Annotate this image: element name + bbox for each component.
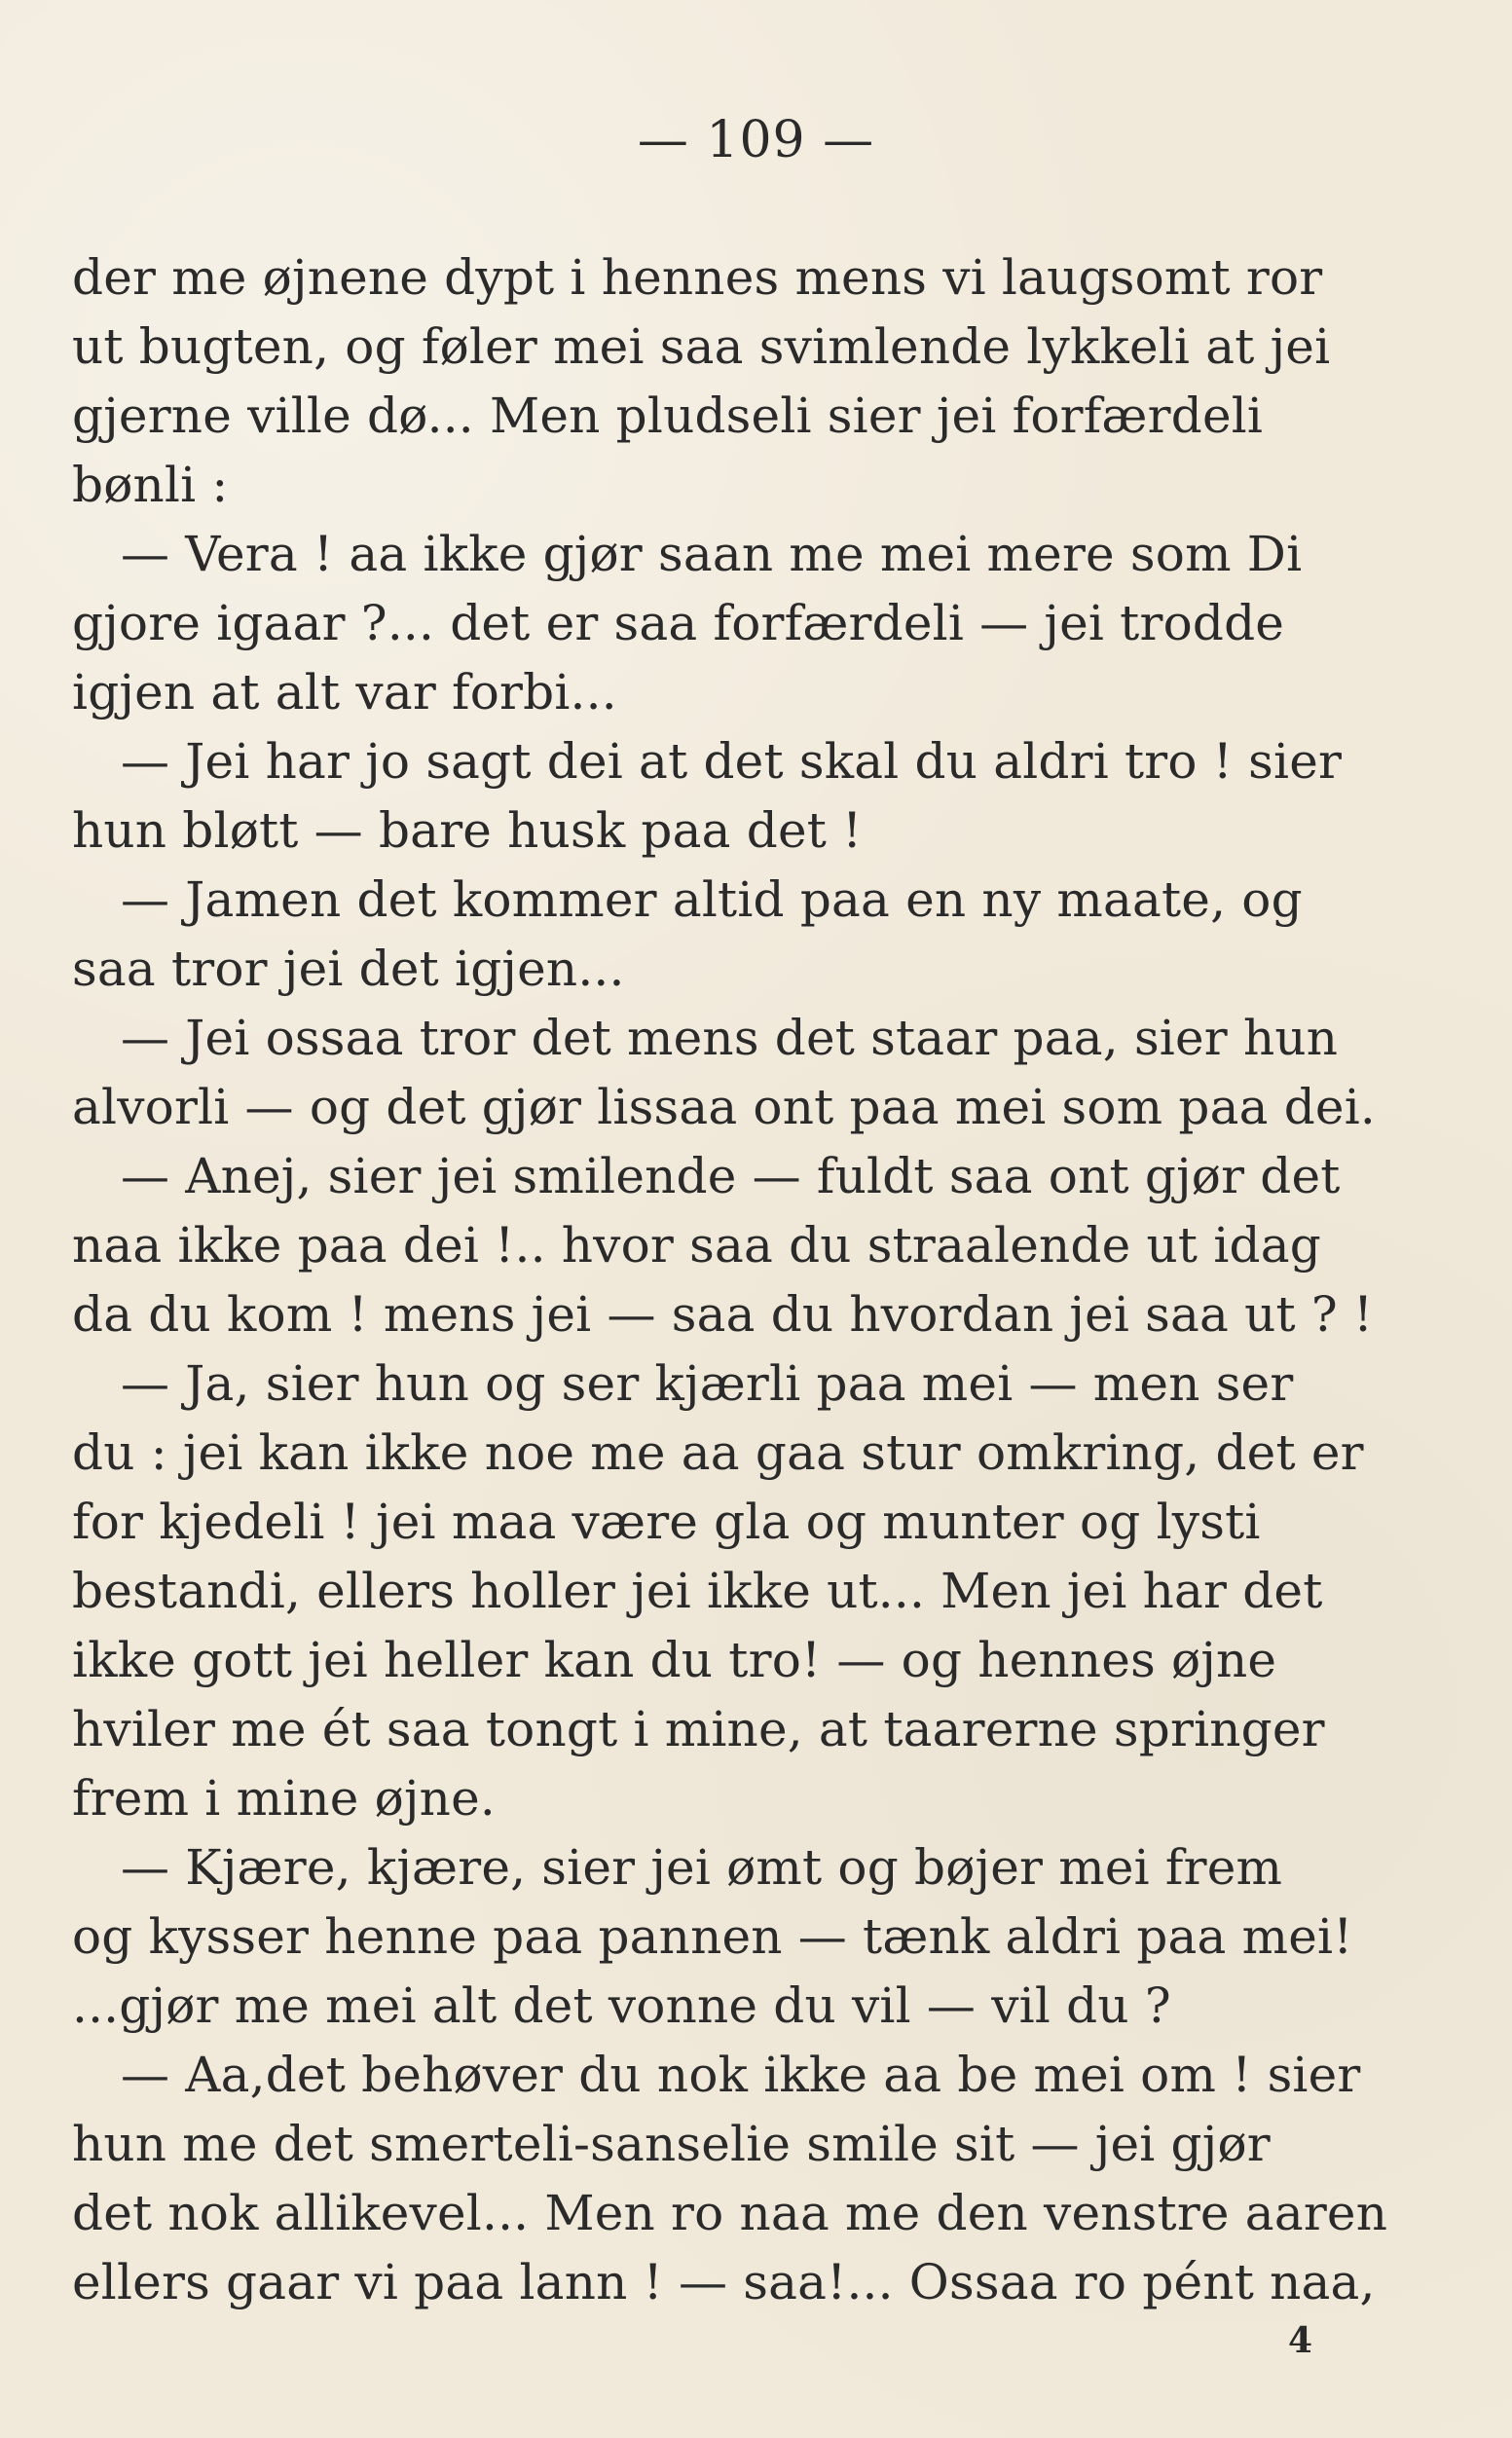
- text-line: — Anej, sier jei smilende — fuldt saa ont gjør det: [121, 1148, 1341, 1204]
- text-line: det nok allikevel... Men ro naa me den venstre aaren: [72, 2185, 1388, 2241]
- text-line: du : jei kan ikke noe me aa gaa stur omkring, det er: [72, 1424, 1364, 1481]
- text-line: — Jamen det kommer altid paa en ny maate, og: [121, 871, 1303, 928]
- signature-mark: 4: [1287, 2320, 1312, 2361]
- text-line: — Jei har jo sagt dei at det skal du aldri tro ! sier: [121, 733, 1343, 790]
- text-line: ...gjør me mei alt det vonne du vil — vil du ?: [72, 1977, 1171, 2034]
- text-line: bønli :: [72, 457, 229, 513]
- text-line: hun me det smerteli-sanselie smile sit — jei gjør: [72, 2116, 1271, 2172]
- text-line: for kjedeli ! jei maa være gla og munter og lysti: [72, 1494, 1261, 1550]
- text-line: frem i mine øjne.: [72, 1770, 496, 1827]
- text-line: igjen at alt var forbi...: [72, 664, 617, 720]
- text-line: hviler me ét saa tongt i mine, at taarerne springer: [72, 1701, 1325, 1757]
- text-line: og kysser henne paa pannen — tænk aldri paa mei!: [72, 1908, 1353, 1965]
- text-line: ellers gaar vi paa lann ! — saa!... Ossaa ro pént naa,: [72, 2254, 1376, 2310]
- text-line: — Aa,det behøver du nok ikke aa be mei om ! sier: [121, 2047, 1361, 2103]
- text-line: ikke gott jei heller kan du tro! — og hennes øjne: [72, 1632, 1277, 1688]
- text-line: der me øjnene dypt i hennes mens vi laugsomt ror: [72, 249, 1323, 306]
- text-line: naa ikke paa dei !.. hvor saa du straalende ut idag: [72, 1217, 1321, 1274]
- page-number: — 109 —: [637, 111, 875, 169]
- text-block: [72, 243, 1388, 2317]
- text-line: hun bløtt — bare husk paa det !: [72, 802, 863, 859]
- text-line: — Jei ossaa tror det mens det staar paa, sier hun: [121, 1010, 1339, 1066]
- text-line: da du kom ! mens jei — saa du hvordan jei saa ut ? !: [72, 1286, 1374, 1343]
- text-line: bestandi, ellers holler jei ikke ut... Men jei har det: [72, 1563, 1323, 1619]
- text-line: gjerne ville dø... Men pludseli sier jei forfærdeli: [72, 388, 1264, 444]
- text-line: ut bugten, og føler mei saa svimlende lykkeli at jei: [72, 318, 1331, 375]
- text-line: — Kjære, kjære, sier jei ømt og bøjer mei frem: [121, 1839, 1283, 1896]
- text-line: gjore igaar ?... det er saa forfærdeli — jei trodde: [72, 595, 1285, 651]
- text-line: — Ja, sier hun og ser kjærli paa mei — men ser: [121, 1355, 1294, 1412]
- text-line: saa tror jei det igjen...: [72, 941, 625, 997]
- text-line: alvorli — og det gjør lissaa ont paa mei som paa dei.: [72, 1079, 1376, 1135]
- text-line: — Vera ! aa ikke gjør saan me mei mere som Di: [121, 526, 1303, 582]
